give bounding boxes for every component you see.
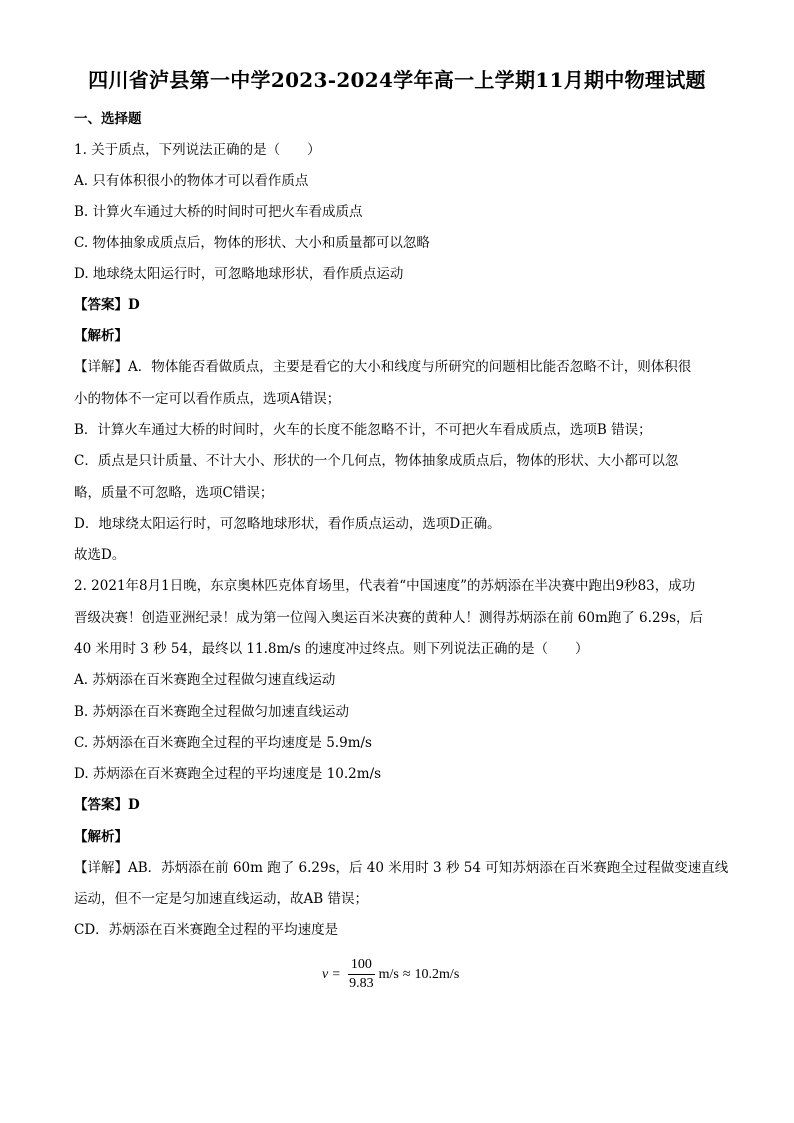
q1-answer: 【答案】D [74, 297, 140, 313]
q2-stem-line: 2. 2021年8月1日晚，东京奥林匹克体育场里，代表着“中国速度”的苏炳添在半决赛中跑出9秒83，成功 [74, 578, 696, 594]
section-heading: 一、选择题 [74, 111, 142, 127]
q2-detail-line: 【详解】AB．苏炳添在前 60m 跑了 6.29s，后 40 米用时 3 秒 54 可知苏炳添在百米赛跑全过程做变速直线 [74, 860, 729, 876]
q2-answer: 【答案】D [74, 797, 140, 813]
q1-option-c: C. 物体抽象成质点后，物体的形状、大小和质量都可以忽略 [74, 235, 430, 251]
formula-variable: v [322, 966, 329, 982]
average-speed-formula [322, 957, 459, 992]
formula-unit: m/s [378, 966, 399, 982]
q1-detail-line: C．质点是只计质量、不计大小、形状的一个几何点，物体抽象成质点后，物体的形状、大小都可以忽 [74, 453, 679, 469]
q1-detail-line: 略，质量不可忽略，选项C错误； [74, 485, 274, 501]
q1-detail-line: D．地球绕太阳运行时，可忽略地球形状，看作质点运动，选项D正确。 [74, 516, 501, 532]
formula-numerator: 100 [348, 957, 375, 975]
q1-detail-line: 【详解】A．物体能否看做质点，主要是看它的大小和线度与所研究的问题相比能否忽略不计，则体积很 [74, 359, 692, 375]
q1-stem: 1. 关于质点，下列说法正确的是（ ） [74, 142, 321, 158]
q1-detail-line: 小的物体不一定可以看作质点，选项A错误； [74, 391, 341, 407]
page-title: 四川省泸县第一中学2023-2024学年高一上学期11月期中物理试题 [88, 68, 706, 92]
q2-analysis-label: 【解析】 [74, 829, 128, 845]
q2-option-a: A. 苏炳添在百米赛跑全过程做匀速直线运动 [74, 672, 336, 688]
q2-detail-line: CD．苏炳添在百米赛跑全过程的平均速度是 [74, 922, 339, 938]
q2-option-b: B. 苏炳添在百米赛跑全过程做匀加速直线运动 [74, 704, 350, 720]
formula-approx: ≈ [402, 966, 411, 982]
q2-detail-line: 运动，但不一定是匀加速直线运动，故AB 错误； [74, 891, 368, 907]
q2-option-c: C. 苏炳添在百米赛跑全过程的平均速度是 5.9m/s [74, 735, 372, 751]
q2-stem-line: 40 米用时 3 秒 54，最终以 11.8m/s 的速度冲过终点。则下列说法正确的是（ ） [74, 641, 589, 657]
formula-result: 10.2m/s [414, 966, 460, 982]
formula-denominator: 9.83 [349, 976, 374, 991]
q1-conclusion: 故选D。 [74, 547, 126, 563]
q1-option-a: A. 只有体积很小的物体才可以看作质点 [74, 173, 309, 189]
formula-fraction [346, 957, 377, 992]
q1-analysis-label: 【解析】 [74, 328, 128, 344]
formula-equals: = [332, 966, 341, 982]
q1-option-d: D. 地球绕太阳运行时，可忽略地球形状，看作质点运动 [74, 266, 404, 282]
q2-stem-line: 晋级决赛！创造亚洲纪录！成为第一位闯入奥运百米决赛的黄种人！测得苏炳添在前 60m跑了 6.29s，后 [74, 610, 704, 626]
q1-option-b: B. 计算火车通过大桥的时间时可把火车看成质点 [74, 204, 363, 220]
q1-detail-line: B．计算火车通过大桥的时间时，火车的长度不能忽略不计，不可把火车看成质点，选项B 错误； [74, 422, 652, 438]
q2-option-d: D. 苏炳添在百米赛跑全过程的平均速度是 10.2m/s [74, 766, 382, 782]
